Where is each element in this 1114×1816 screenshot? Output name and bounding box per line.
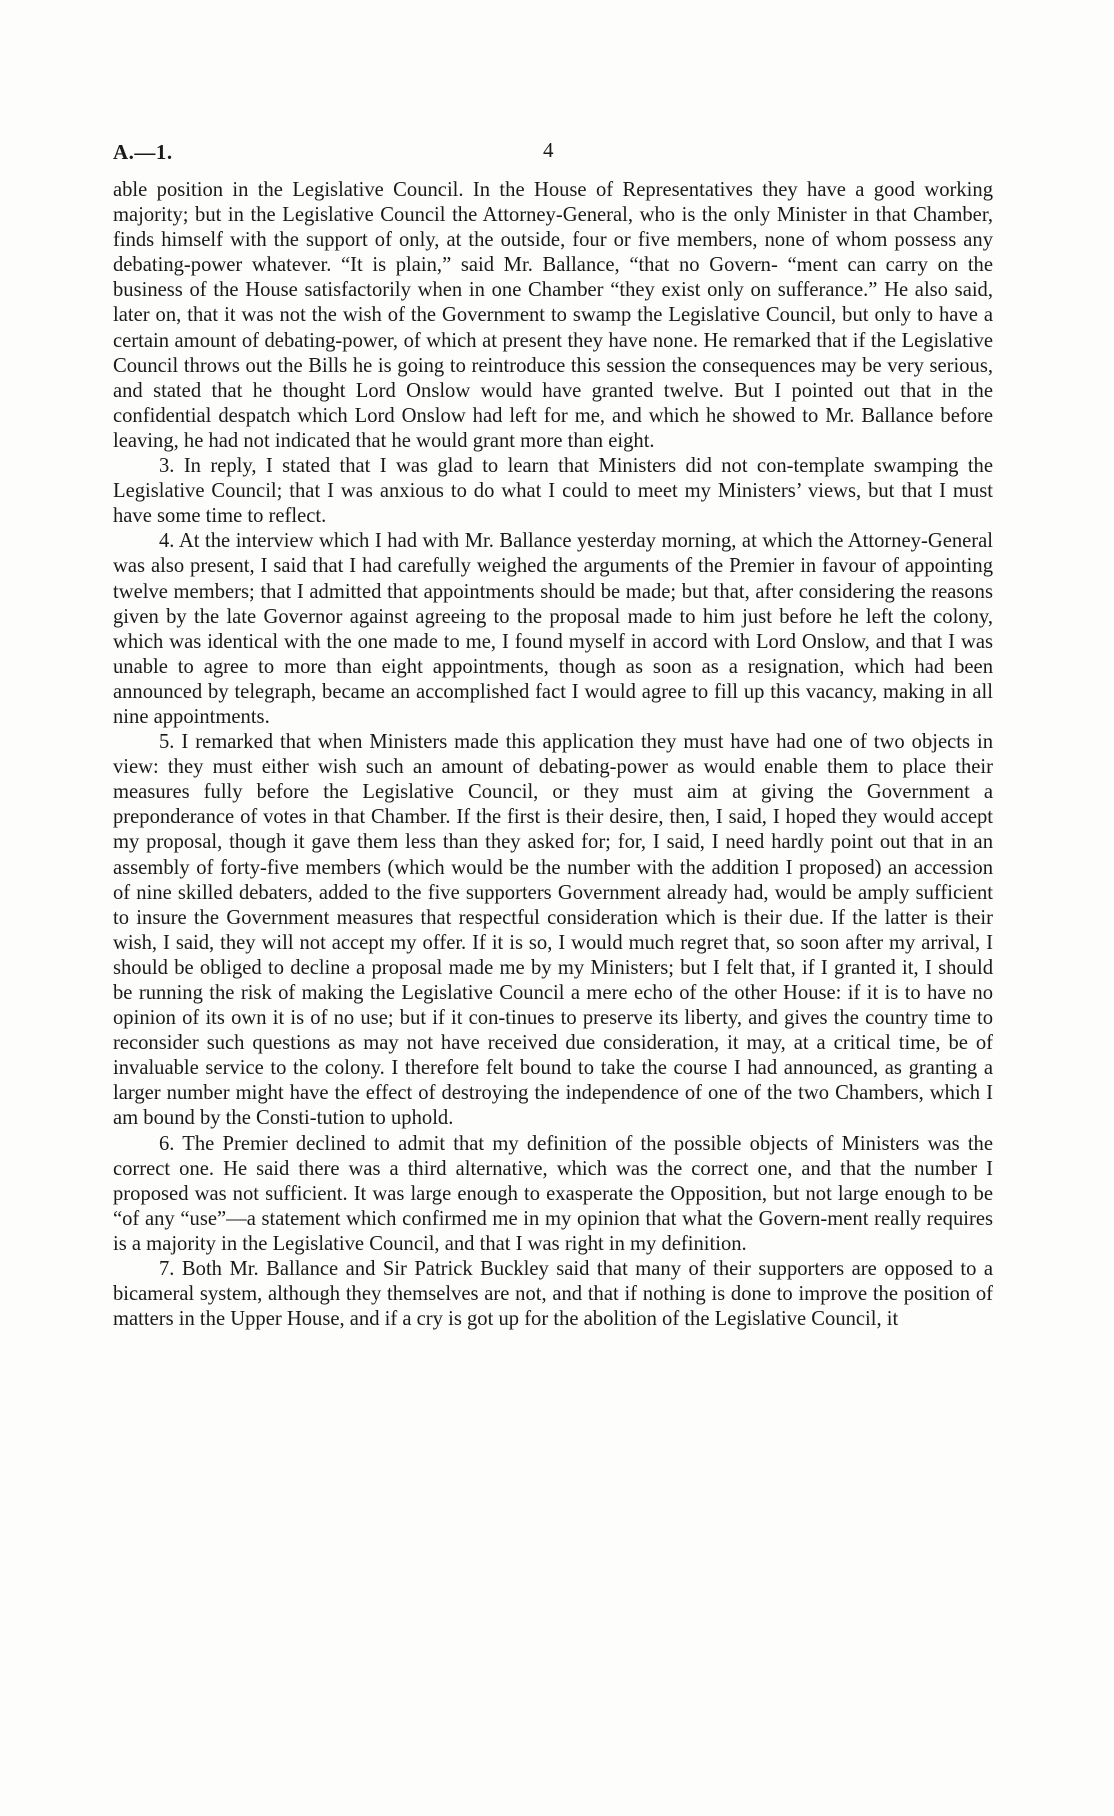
paragraph-4: 4. At the interview which I had with Mr. Ballance yesterday morning, at which the Attorney-General was also present, I said that I had carefully weighed the arguments of the Premier in favour of appointing twelve members; that I admitted that appointments should be made; but that, after considering the reasons given by the late Governor against agreeing to the proposal made to him just before he left the colony, which was identical with the one made to me, I found myself in accord with Lord Onslow, and that I was unable to agree to more than eight appointments, though as soon as a resignation, which had been announced by telegraph, became an accomplished fact I would agree to fill up this vacancy, making in all nine appointments. xyxy=(113,530,993,728)
paragraph-3: 3. In reply, I stated that I was glad to learn that Ministers did not con-template swamping the Legislative Council; that I was anxious to do what I could to meet my Ministers’ views, but that I must have some time to reflect. xyxy=(113,455,993,528)
page-header xyxy=(113,140,993,170)
paragraph-7: 7. Both Mr. Ballance and Sir Patrick Buckley said that many of their supporters are opposed to a bicameral system, although they themselves are not, and that if nothing is done to improve the position of matters in the Upper House, and if a cry is got up for the abolition of the Legislative Council, it xyxy=(113,1258,993,1331)
page-number: 4 xyxy=(543,138,554,162)
paragraph-6: 6. The Premier declined to admit that my definition of the possible objects of Ministers was the correct one. He said there was a third alternative, which was the correct one, and that the number I proposed was not sufficient. It was large enough to exasperate the Opposition, but not large enough to be “of any “use”—a statement which confirmed me in my opinion that what the Govern-ment really requires is a majority in the Legislative Council, and that I was right in my definition. xyxy=(113,1132,993,1255)
document-reference: A.—1. xyxy=(113,140,173,164)
paragraph-5: 5. I remarked that when Ministers made this application they must have had one of two objects in view: they must either wish such an amount of debating-power as would enable them to place their measures fully before the Legislative Council, or they must aim at giving the Government a preponderance of votes in that Chamber. If the first is their desire, then, I said, I hoped they would accept my proposal, though it gave them less than they asked for; for, I said, I need hardly point out that in an assembly of forty-five members (which would be the number with the addition I proposed) an accession of nine skilled debaters, added to the five supporters Government already had, would be amply sufficient to insure the Government measures that respectful consideration which is their due. If the latter is their wish, I said, they will not accept my offer. If it is so, I would much regret that, so soon after my arrival, I should be obliged to decline a proposal made me by my Ministers; but I felt that, if I granted it, I should be running the risk of making the Legislative Council a mere echo of the other House: if it is to have no opinion of its own it is of no use; but if it con-tinues to preserve its liberty, and gives the country time to reconsider such questions as may not have received due consideration, it may, at a critical time, be of invaluable service to the colony. I therefore felt bound to take the course I had announced, as granting a larger number might have the effect of destroying the independence of one of the two Chambers, which I am bound by the Consti-tution to uphold. xyxy=(113,731,993,1130)
paragraph-continued: able position in the Legislative Council. In the House of Representatives they have a good working majority; but in the Legislative Council the Attorney-General, who is the only Minister in that Chamber, finds himself with the support of only, at the outside, four or five members, none of whom possess any debating-power whatever. “It is plain,” said Mr. Ballance, “that no Govern- “ment can carry on the business of the House satisfactorily when in one Chamber “they exist only on sufferance.” He also said, later on, that it was not the wish of the Government to swamp the Legislative Council, but only to have a certain amount of debating-power, of which at present they have none. He remarked that if the Legislative Council throws out the Bills he is going to reintroduce this session the consequences may be very serious, and stated that he thought Lord Onslow would have granted twelve. But I pointed out that in the confidential despatch which Lord Onslow had left for me, and which he showed to Mr. Ballance before leaving, he had not indicated that he would grant more than eight. xyxy=(113,179,993,452)
body-text xyxy=(113,178,993,1332)
